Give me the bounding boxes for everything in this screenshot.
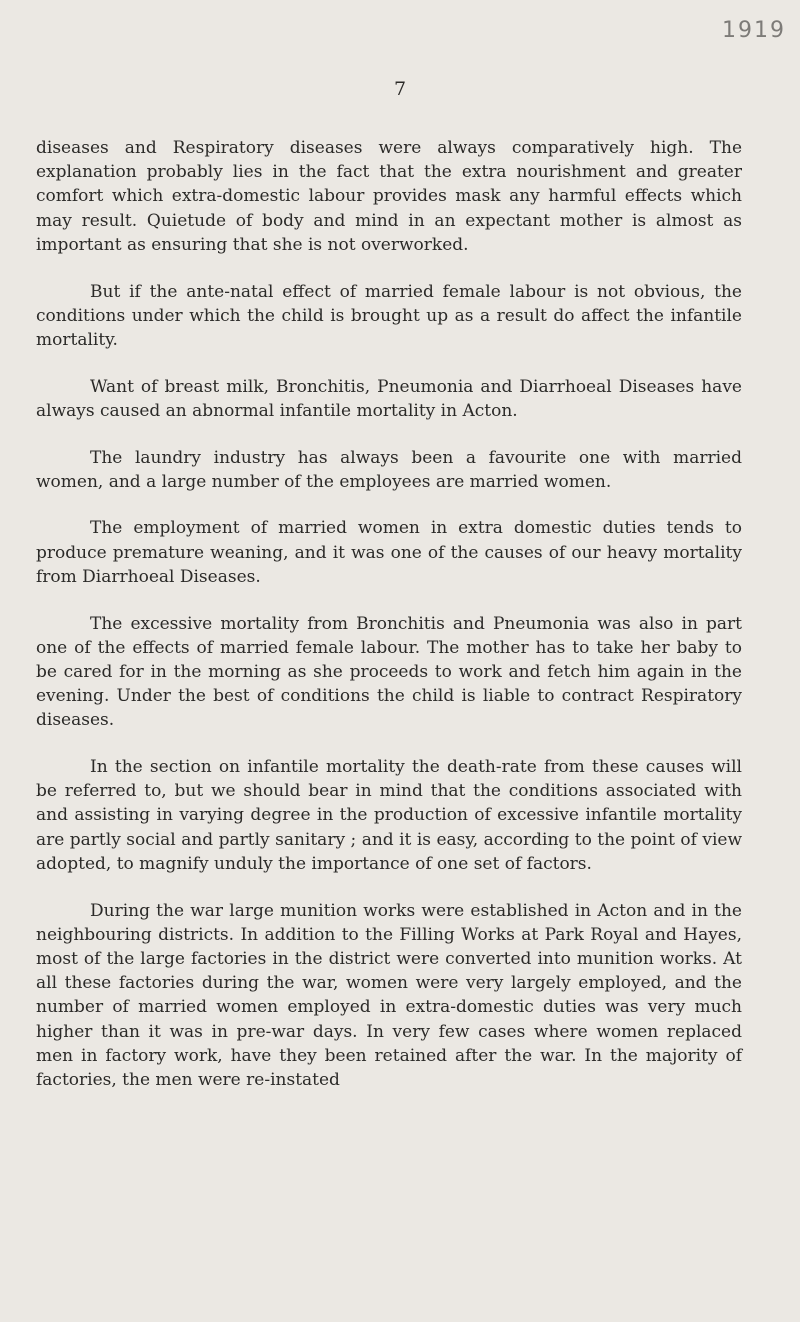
paragraph-5: The employment of married women in extra domestic duties tends to produce premature weaning, and it was one of the causes of our heavy mortality from Diarrhoeal Diseases. — [36, 518, 742, 587]
paragraph-3: Want of breast milk, Bronchitis, Pneumonia and Diarrhoeal Diseases have always caused an abnormal infantile mortality in Acton. — [36, 376, 742, 421]
paragraph-6: The excessive mortality from Bronchitis and Pneumonia was also in part one of the effects of married female labour. The mother has to take her baby to be cared for in the morning as she proceeds to work and fetch him again in the evening. Under the best of conditions the child is liable to contract Respiratory diseases. — [36, 613, 742, 731]
paragraph-4: The laundry industry has always been a favourite one with married women, and a large number of the employees are married women. — [36, 447, 742, 492]
page-number: 7 — [393, 78, 407, 100]
paragraph-2: But if the ante-natal effect of married female labour is not obvious, the conditions under which the child is brought up as a result do affect the infantile mortality. — [36, 281, 742, 350]
body-text — [36, 136, 742, 1115]
handwritten-annotation: 1919 — [722, 18, 786, 43]
paragraph-8: During the war large munition works were established in Acton and in the neighbouring districts. In addition to the Filling Works at Park Royal and Hayes, most of the large factories in the district were converted into munition works. At all these factories during the war, women were very largely employed, and the number of married women employed in extra-domestic duties was very much higher than it was in pre-war days. In very few cases where women replaced men in factory work, have they been retained after the war. In the majority of factories, the men were re-instated — [36, 900, 742, 1090]
paragraph-1: diseases and Respiratory diseases were always comparatively high. The explanation probably lies in the fact that the extra nourishment and greater comfort which extra-domestic labour provides mask any harmful effects which may result. Quietude of body and mind in an expectant mother is almost as important as ensuring that she is not overworked. — [36, 138, 742, 255]
paragraph-7: In the section on infantile mortality the death-rate from these causes will be referred to, but we should bear in mind that the conditions associated with and assisting in varying degree in the production of excessive infantile mortality are partly social and partly sanitary ; and it is easy, according to the point of view adopted, to magnify unduly the importance of one set of factors. — [36, 757, 742, 874]
